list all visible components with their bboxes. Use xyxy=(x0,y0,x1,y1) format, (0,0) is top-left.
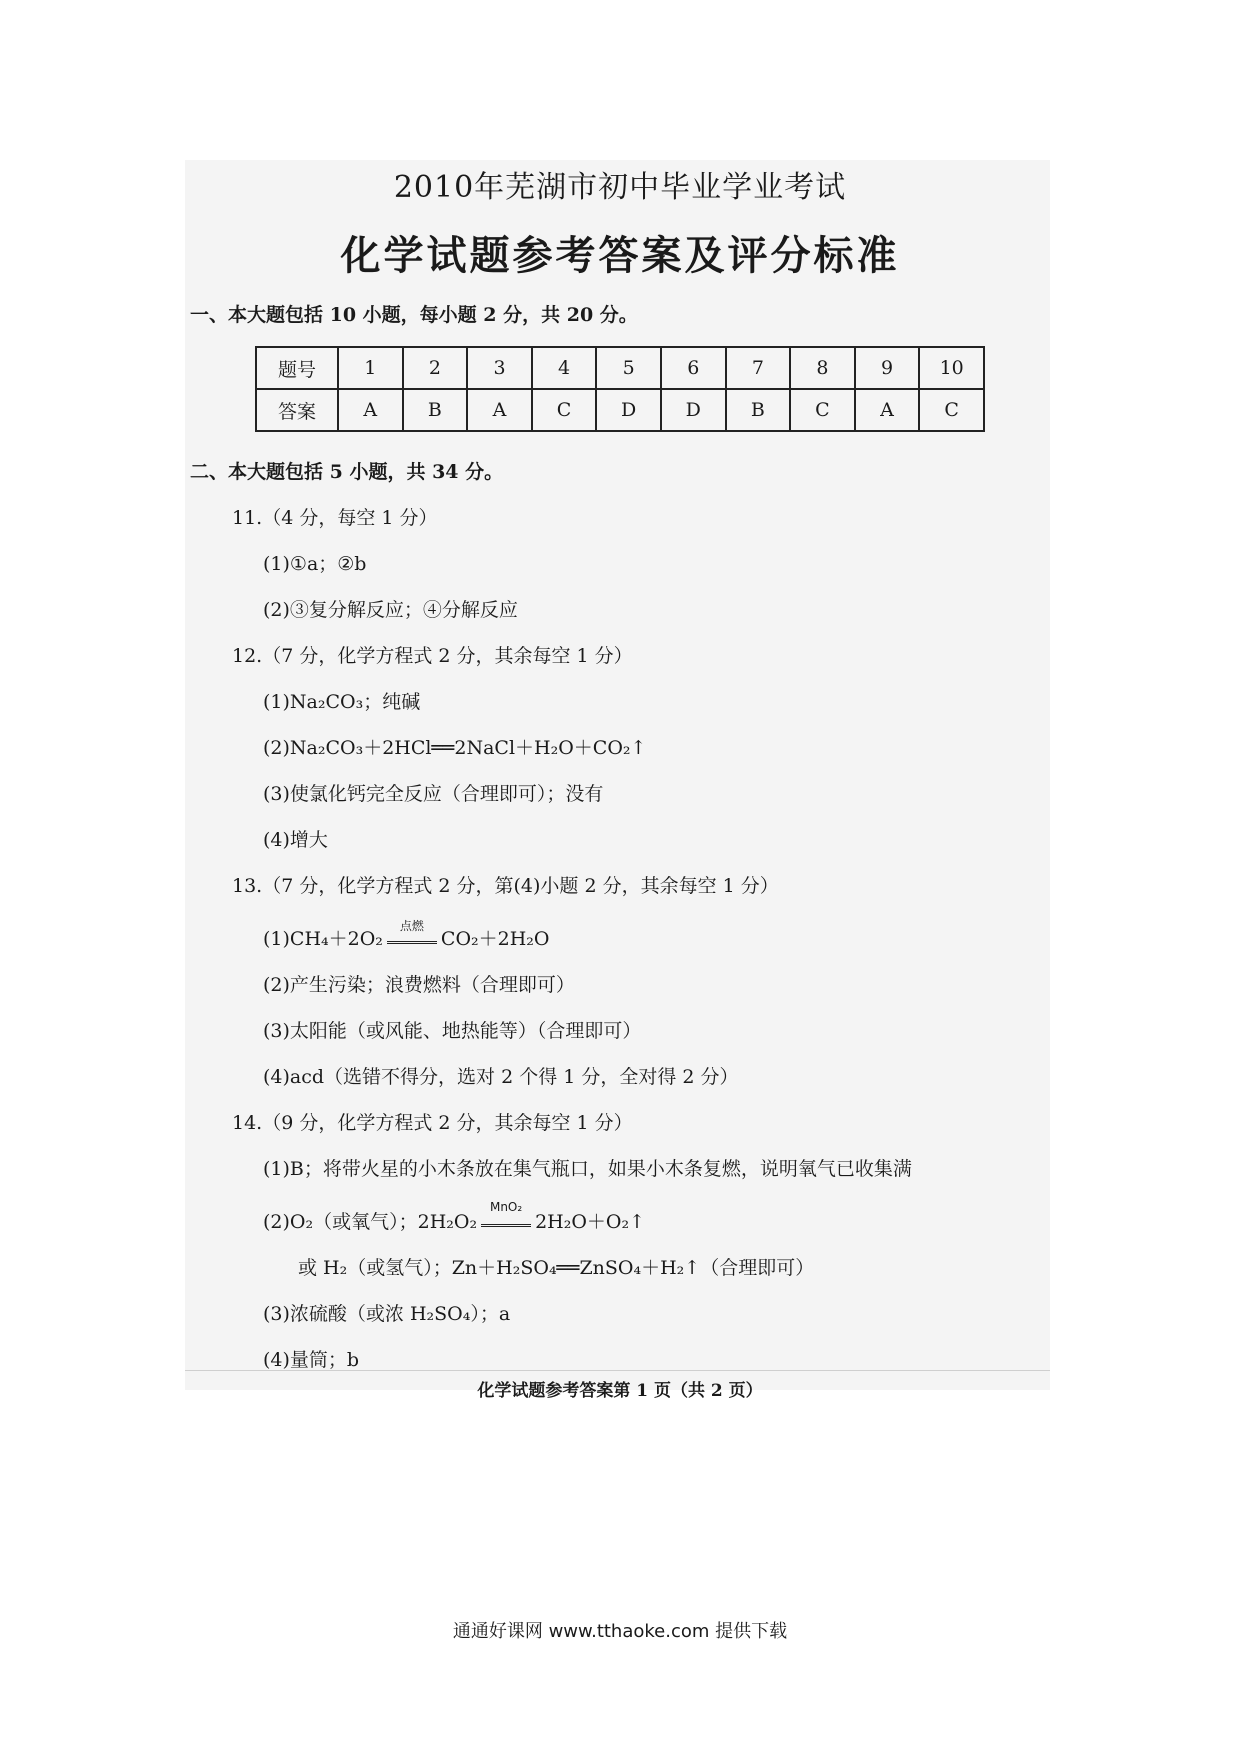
answer-cell: D xyxy=(661,389,726,431)
equation-reactants: (1)CH₄＋2O₂ xyxy=(263,928,383,950)
answer-cell: C xyxy=(532,389,597,431)
answer-key-title: 化学试题参考答案及评分标准 xyxy=(340,232,900,279)
q13-answer-3: (3)太阳能（或风能、地热能等）（合理即可） xyxy=(263,1020,642,1042)
equation-products: 2H₂O＋O₂↑ xyxy=(535,1211,646,1233)
answer-cell: C xyxy=(919,389,984,431)
q13-title: 13.（7 分，化学方程式 2 分，第(4)小题 2 分，其余每空 1 分） xyxy=(232,875,779,897)
question-number: 1 xyxy=(338,347,403,389)
question-number-row xyxy=(256,347,984,389)
answer-table xyxy=(255,346,985,432)
q12-answer-2: (2)Na₂CO₃＋2HCl══2NaCl＋H₂O＋CO₂↑ xyxy=(263,737,647,759)
q13-answer-1 xyxy=(263,918,550,951)
q14-title: 14.（9 分，化学方程式 2 分，其余每空 1 分） xyxy=(232,1112,633,1134)
equation-products: CO₂＋2H₂O xyxy=(440,928,550,950)
site-credit: 通通好课网 www.tthaoke.com 提供下载 xyxy=(452,1621,788,1642)
section1-heading: 一、本大题包括 10 小题，每小题 2 分，共 20 分。 xyxy=(190,304,638,326)
q11-answer-1: (1)①a；②b xyxy=(263,553,367,575)
answer-cell: B xyxy=(403,389,468,431)
row-label: 题号 xyxy=(256,347,338,389)
q11-title: 11.（4 分，每空 1 分） xyxy=(232,507,438,529)
q14-answer-2 xyxy=(263,1199,646,1234)
question-number: 5 xyxy=(596,347,661,389)
answer-cell: B xyxy=(726,389,791,431)
q12-title: 12.（7 分，化学方程式 2 分，其余每空 1 分） xyxy=(232,645,633,667)
answer-cell: C xyxy=(790,389,855,431)
question-number: 6 xyxy=(661,347,726,389)
exam-title: 2010年芜湖市初中毕业学业考试 xyxy=(393,170,847,205)
equation-reactants: (2)O₂（或氧气）；2H₂O₂ xyxy=(263,1211,478,1233)
condition-label: 点燃 xyxy=(399,918,424,933)
section2-heading: 二、本大题包括 5 小题，共 34 分。 xyxy=(190,461,504,483)
q12-answer-1: (1)Na₂CO₃；纯碱 xyxy=(263,691,421,713)
q14-answer-4: (4)量筒；b xyxy=(263,1349,360,1371)
reaction-condition xyxy=(481,1199,531,1227)
question-number: 9 xyxy=(855,347,920,389)
answer-row xyxy=(256,389,984,431)
q14-answer-2b: 或 H₂（或氢气）；Zn＋H₂SO₄══ZnSO₄＋H₂↑（合理即可） xyxy=(298,1257,815,1279)
answer-cell: A xyxy=(855,389,920,431)
answer-cell: A xyxy=(467,389,532,431)
row-label: 答案 xyxy=(256,389,338,431)
question-number: 2 xyxy=(403,347,468,389)
answer-cell: D xyxy=(596,389,661,431)
question-number: 8 xyxy=(790,347,855,389)
question-number: 10 xyxy=(919,347,984,389)
question-number: 4 xyxy=(532,347,597,389)
question-number: 3 xyxy=(467,347,532,389)
question-number: 7 xyxy=(726,347,791,389)
q14-answer-3: (3)浓硫酸（或浓 H₂SO₄）；a xyxy=(263,1303,511,1325)
answer-cell: A xyxy=(338,389,403,431)
reaction-condition xyxy=(387,918,437,944)
q13-answer-4: (4)acd（选错不得分，选对 2 个得 1 分，全对得 2 分） xyxy=(263,1066,739,1088)
q12-answer-4: (4)增大 xyxy=(263,829,328,851)
q12-answer-3: (3)使氯化钙完全反应（合理即可）；没有 xyxy=(263,783,604,805)
q14-answer-1: (1)B；将带火星的小木条放在集气瓶口，如果小木条复燃，说明氧气已收集满 xyxy=(263,1158,912,1180)
q11-answer-2: (2)③复分解反应；④分解反应 xyxy=(263,599,518,621)
q13-answer-2: (2)产生污染；浪费燃料（合理即可） xyxy=(263,974,575,996)
page-footer: 化学试题参考答案第 1 页（共 2 页） xyxy=(477,1381,763,1401)
catalyst-label: MnO₂ xyxy=(489,1199,523,1214)
scanned-page xyxy=(185,160,1050,1390)
